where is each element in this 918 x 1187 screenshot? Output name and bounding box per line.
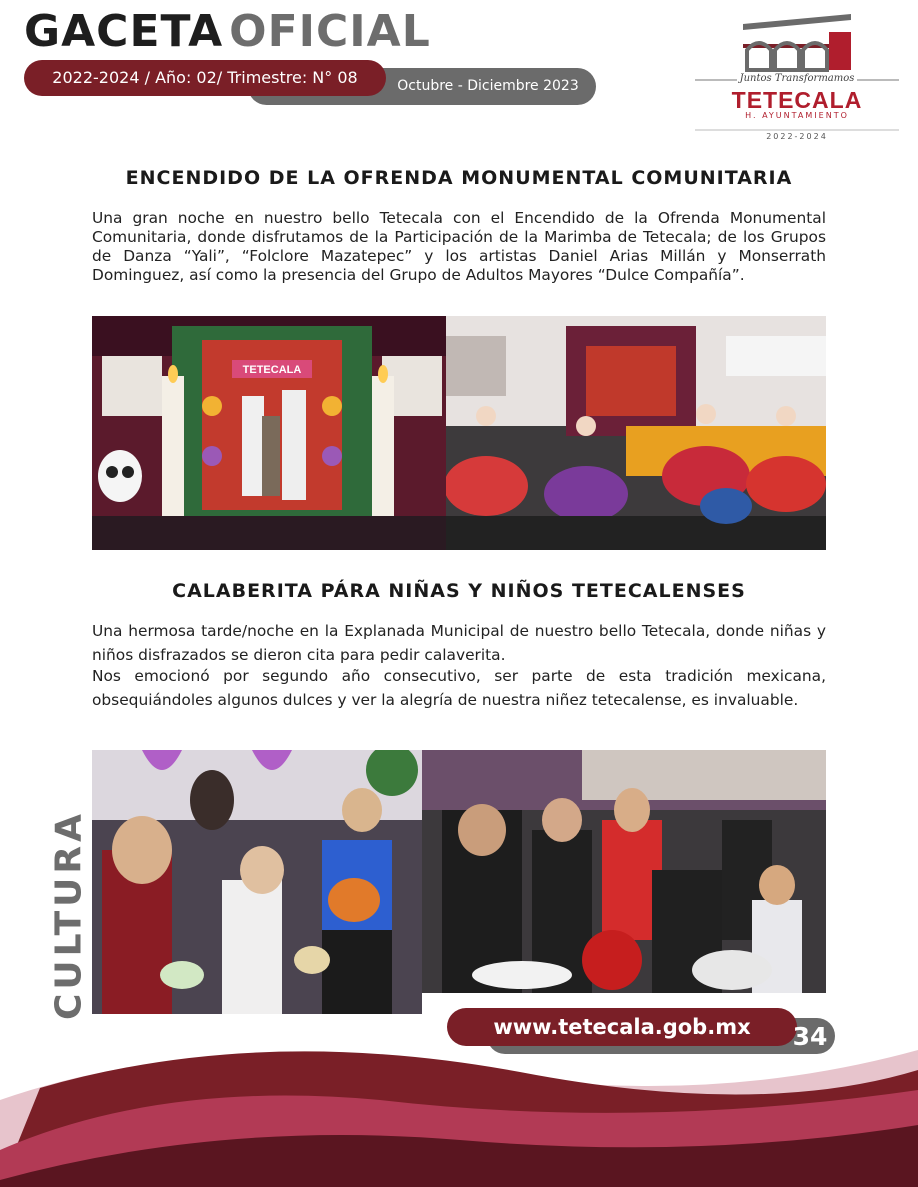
issue-pill: 2022-2024 / Año: 02/ Trimestre: N° 08: [24, 60, 386, 96]
photo-candy-distribution: [422, 750, 826, 993]
photo-ofrenda-stage: [92, 316, 446, 550]
gazette-title-word1: GACETA: [24, 6, 224, 57]
page-number: 34: [792, 1022, 828, 1051]
gazette-title-word2: OFICIAL: [229, 6, 431, 57]
section2-body-2: Nos emocionó por segundo año consecutivo, ser parte de esta tradición mexicana, obsequiándoles algunos dulces y ver la alegría de nuestra niñez tetecalense, es invaluable.: [92, 667, 826, 709]
logo-years: 2022-2024: [766, 132, 828, 141]
logo-tagline: Juntos Transformamos: [739, 73, 855, 84]
period-label: Octubre - Diciembre 2023: [397, 78, 579, 94]
side-section-label: [24, 809, 114, 1021]
website-link[interactable]: www.tetecala.gob.mx: [447, 1008, 797, 1046]
photo-costumed-children: [92, 750, 422, 1014]
photo-folk-dancers: [446, 316, 826, 550]
arches-logo-icon: [743, 14, 851, 70]
side-section-label-text: CULTURA: [48, 809, 90, 1021]
logo-subtitle: H. AYUNTAMIENTO: [745, 111, 849, 120]
gazette-title: [24, 6, 431, 58]
ofrenda-banner: TETECALA: [242, 364, 302, 376]
section2-body-1: Una hermosa tarde/noche en la Explanada Municipal de nuestro bello Tetecala, donde niñas y niños disfrazados se dieron cita para pedir calaverita.: [92, 622, 826, 664]
logo-name: TETECALA: [731, 87, 863, 113]
section1-body: Una gran noche en nuestro bello Tetecala con el Encendido de la Ofrenda Monumental Comunitaria, donde disfrutamos de la Participación de la Marimba de Tetecala; de los Grupos de Danza “Yali”, “Folclore Mazatepec” y los artistas Daniel Arias Millán y Monserrath Dominguez, así como la presencia del Grupo de Adultos Mayores “Dulce Compañía”.: [92, 209, 826, 284]
section2-title: CALABERITA PÁRA NIÑAS Y NIÑOS TETECALENSES: [172, 580, 746, 602]
section1-title: ENCENDIDO DE LA OFRENDA MONUMENTAL COMUNITARIA: [125, 167, 793, 189]
